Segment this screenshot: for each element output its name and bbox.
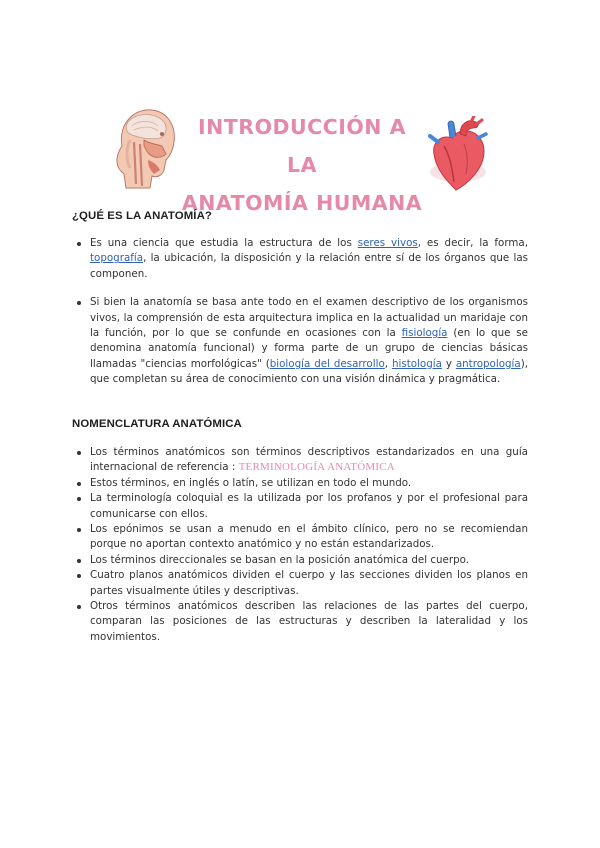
section-what-is-anatomy <box>72 210 528 388</box>
text-run: Es una ciencia que estudia la estructura de los <box>90 237 358 249</box>
list-item <box>72 445 528 476</box>
text-run: , es decir, la forma, <box>417 237 528 249</box>
title-banner <box>0 100 600 215</box>
text-run: , la ubicación, la disposición y la relación entre sí de los órganos que las componen. <box>90 252 528 280</box>
list-item: Otros términos anatómicos describen las relaciones de las partes del cuerpo, comparan las posiciones de las estructuras y describen la lateralidad y los movimientos. <box>72 599 528 645</box>
list-item <box>72 295 528 387</box>
anatomical-head-illustration <box>104 104 180 190</box>
title-line-2: ANATOMÍA HUMANA <box>181 191 423 215</box>
text-run: ), que completan su área de conocimiento con una visión dinámica y pragmática. <box>90 357 529 386</box>
link-biologia-del-desarrollo[interactable]: biología del desarrollo <box>269 357 385 370</box>
text-run: Si bien la anatomía se basa ante todo en el examen descriptivo de los organismos vivos, la comprensión de esta arquitectura implica en la actualidad un maridaje con la función, por lo que se confunde en ocasiones con la <box>90 296 528 340</box>
text-run: , <box>384 357 392 370</box>
section-heading: NOMENCLATURA ANATÓMICA <box>72 418 242 430</box>
section-heading: ¿QUÉ ES LA ANATOMÍA? <box>72 210 212 222</box>
page-title <box>180 108 424 222</box>
text-run: (en lo que se denomina anatomía funcional) y forma parte de un grupo de ciencias básicas llamadas "ciencias morfológicas" ( <box>90 327 528 370</box>
text-run: Los términos anatómicos son términos descriptivos estandarizados en una guía internacional de referencia : <box>90 446 528 474</box>
bullet-list <box>72 236 528 388</box>
list-item: Los epónimos se usan a menudo en el ámbito clínico, pero no se recomiendan porque no aportan contexto anatómico y no están estandarizados. <box>72 522 528 553</box>
list-item <box>72 236 528 282</box>
list-item: Los términos direccionales se basan en la posición anatómica del cuerpo. <box>72 553 528 568</box>
list-item: La terminología coloquial es la utilizada por los profanos y por el profesional para comunicarse con ellos. <box>72 491 528 522</box>
list-item: Estos términos, en inglés o latín, se utilizan en todo el mundo. <box>72 476 528 491</box>
section-nomenclature <box>72 418 528 645</box>
heart-illustration <box>424 116 492 196</box>
terminology-term: TERMINOLOGÍA ANATÓMICA <box>238 461 395 474</box>
link-seres-vivos[interactable]: seres vivos <box>357 237 418 249</box>
title-line-1: INTRODUCCIÓN A LA <box>198 115 406 177</box>
link-fisiologia[interactable]: fisiología <box>401 327 448 340</box>
link-antropologia[interactable]: antropología <box>455 357 521 370</box>
text-run: y <box>441 357 456 370</box>
link-topografia[interactable]: topografía <box>90 252 144 265</box>
link-histologia[interactable]: histología <box>391 357 442 370</box>
list-item: Cuatro planos anatómicos dividen el cuerpo y las secciones dividen los planos en partes visualmente útiles y descriptivas. <box>72 568 528 599</box>
bullet-list <box>72 445 528 645</box>
